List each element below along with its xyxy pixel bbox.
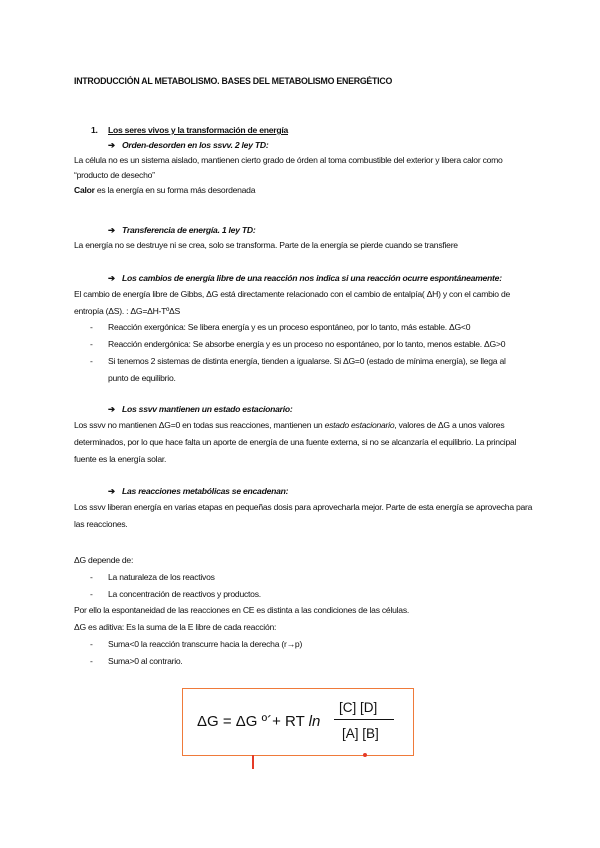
paragraph-line: ΔG es aditiva: Es la suma de la E libre de cada reacción: — [74, 622, 277, 632]
arrow-icon: ➔ — [108, 273, 115, 283]
text-run: , valores de ΔG a unos valores — [394, 420, 505, 430]
calor-bold: Calor — [74, 185, 95, 195]
list-item — [90, 322, 550, 333]
subheading-text: Las reacciones metabólicas se encadenan: — [122, 486, 289, 496]
list-item-text: La naturaleza de los reactivos — [108, 572, 215, 582]
subheading-estado-estacionario — [108, 404, 568, 415]
document-title: INTRODUCCIÓN AL METABOLISMO. BASES DEL METABOLISMO ENERGÉTICO — [74, 76, 393, 86]
subheading-transferencia — [108, 225, 568, 236]
bullet-dash: - — [90, 339, 93, 349]
list-item — [90, 356, 550, 367]
formula-numerator: [C] [D] — [339, 700, 378, 715]
subheading-text: Transferencia de energía. 1 ley TD: — [122, 225, 256, 235]
list-item — [90, 572, 550, 583]
bullet-dash: - — [90, 589, 93, 599]
arrow-icon: ➔ — [108, 140, 115, 150]
list-item — [90, 656, 550, 667]
fraction-bar — [334, 719, 394, 720]
bullet-dash: - — [90, 322, 93, 332]
paragraph-line: La energía no se destruye ni se crea, solo se transforma. Parte de la energía se pierde cuando se transfiere — [74, 240, 458, 250]
emphasis: estado estacionario — [324, 420, 395, 430]
arrow-icon: ➔ — [108, 486, 115, 496]
list-item-text: Suma>0 al contrario. — [108, 656, 183, 666]
arrow-icon: ➔ — [108, 225, 115, 235]
paragraph-line-calor — [74, 185, 534, 196]
subheading-energia-libre — [108, 273, 568, 284]
gibbs-formula-box — [182, 688, 414, 756]
annotation-marker-line — [252, 755, 254, 769]
paragraph-line — [74, 420, 534, 431]
list-item-text: Suma<0 la reacción transcurre hacia la derecha (r→p) — [108, 639, 303, 649]
bullet-dash: - — [90, 356, 93, 366]
paragraph-line: determinados, por lo que hace falta un aporte de energía de una fuente externa, si no se alcanzaría el equilibrio. La principal — [74, 437, 517, 447]
subheading-reacciones-encadenan — [108, 486, 568, 497]
subheading-text: Los cambios de energía libre de una reacción nos indica si una reacción ocurre espontáneamente: — [122, 273, 502, 283]
subheading-text: Orden-desorden en los ssvv. 2 ley TD: — [122, 140, 269, 150]
section-title: Los seres vivos y la transformación de energía — [108, 125, 289, 135]
section-heading — [91, 125, 551, 136]
bullet-dash: - — [90, 639, 93, 649]
formula-denominator: [A] [B] — [342, 726, 379, 741]
paragraph-line: Los ssvv liberan energía en varias etapas en pequeñas dosis para aprovecharla mejor. Parte de esta energía se aprovecha para — [74, 502, 533, 512]
paragraph-line: Por ello la espontaneidad de las reacciones en CE es distinta a las condiciones de las células. — [74, 605, 410, 615]
bullet-dash: - — [90, 572, 93, 582]
text-run: Los ssvv no mantienen ΔG=0 en todas sus reacciones, mantienen un — [74, 420, 325, 430]
calor-text: es la energía en su forma más desordenada — [94, 185, 256, 195]
paragraph-line: La célula no es un sistema aislado, mantienen cierto grado de órden al toma combustible del exterior y libera calor como — [74, 155, 503, 165]
list-item-text: La concentración de reactivos y productos. — [108, 589, 261, 599]
formula-lhs — [197, 713, 320, 730]
list-item — [90, 339, 550, 350]
paragraph-line: “producto de desecho” — [74, 170, 155, 180]
annotation-marker-dot — [363, 753, 367, 757]
subheading-text: Los ssvv mantienen un estado estacionario: — [122, 404, 293, 414]
section-number: 1. — [91, 125, 98, 135]
list-item — [90, 589, 550, 600]
formula-ln: ln — [308, 713, 321, 730]
paragraph-line: ΔG depende de: — [74, 555, 134, 565]
list-item-text: Reacción exergónica: Se libera energía y es un proceso espontáneo, por lo tanto, más estable. ΔG<0 — [108, 322, 471, 332]
subheading-orden-desorden — [108, 140, 568, 151]
bullet-dash: - — [90, 656, 93, 666]
formula-text: ΔG = ΔG º´+ RT — [197, 713, 309, 730]
arrow-icon: ➔ — [108, 404, 115, 414]
paragraph-line: El cambio de energía libre de Gibbs, ΔG está directamente relacionado con el cambio de entalpía( ΔH) y con el cambio de — [74, 289, 511, 299]
list-item-text: Reacción endergónica: Se absorbe energía y es un proceso no espontáneo, por lo tanto, menos estable. ΔG>0 — [108, 339, 506, 349]
paragraph-line: las reacciones. — [74, 519, 128, 529]
list-item-text: Si tenemos 2 sistemas de distinta energía, tienden a igualarse. Si ΔG=0 (estado de mínima energía), se llega al — [108, 356, 506, 366]
list-item-continuation: punto de equilibrio. — [108, 373, 176, 383]
paragraph-line: entropía (ΔS). : ΔG=ΔH-TºΔS — [74, 306, 181, 316]
paragraph-line: fuente es la energía solar. — [74, 454, 167, 464]
list-item — [90, 639, 550, 650]
